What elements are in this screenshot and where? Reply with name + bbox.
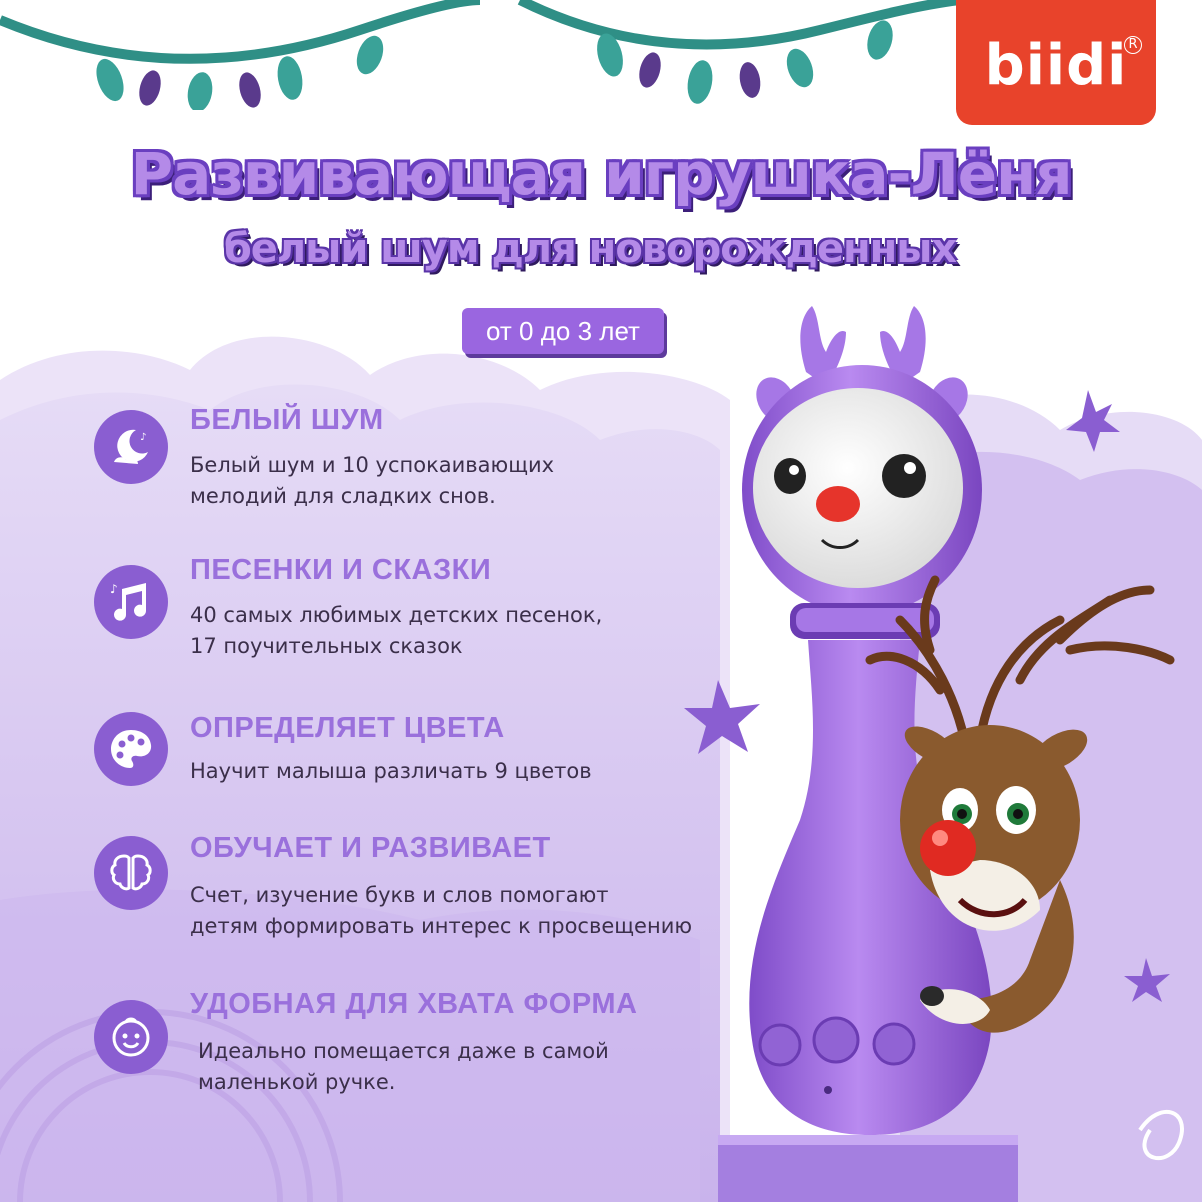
music-note-icon [94,565,168,639]
feature-desc-line: 17 поучительных сказок [190,634,463,658]
feature-desc-line: маленькой ручке. [198,1070,396,1094]
feature-desc-line: Научит малыша различать 9 цветов [190,759,592,783]
page-title: Развивающая игрушка-Лёня [130,140,1072,208]
feature-title-white-noise: БЕЛЫЙ ШУМ [190,404,384,436]
feature-desc-line: Белый шум и 10 успокаивающих [190,453,555,477]
brand-name: biidi [984,33,1128,98]
feature-desc-line: Идеально помещается даже в самой [198,1039,609,1063]
age-badge: от 0 до 3 лет [462,308,664,354]
feature-title-colors: ОПРЕДЕЛЯЕТ ЦВЕТА [190,712,505,744]
registered-mark: R [1124,36,1142,54]
brain-icon [94,836,168,910]
svg-text:♪: ♪ [140,432,147,443]
svg-text:♪: ♪ [110,582,118,596]
page-subtitle: белый шум для новорожденных [223,226,957,272]
feature-desc-line: мелодий для сладких снов. [190,484,496,508]
vine-garland [0,0,960,110]
brand-logo [956,0,1156,125]
feature-title-grip: УДОБНАЯ ДЛЯ ХВАТА ФОРМА [190,988,638,1020]
moon-sleep-icon [94,410,168,484]
baby-face-icon [94,1000,168,1074]
feature-title-learning: ОБУЧАЕТ И РАЗВИВАЕТ [190,832,551,864]
feature-desc-line: 40 самых любимых детских песенок, [190,603,603,627]
palette-icon [94,712,168,786]
feature-desc-line: детям формировать интерес к просвещению [190,914,693,938]
toy-rattle-illustration [660,300,1200,1202]
feature-desc-line: Счет, изучение букв и слов помогают [190,883,609,907]
feature-title-songs: ПЕСЕНКИ И СКАЗКИ [190,554,492,586]
